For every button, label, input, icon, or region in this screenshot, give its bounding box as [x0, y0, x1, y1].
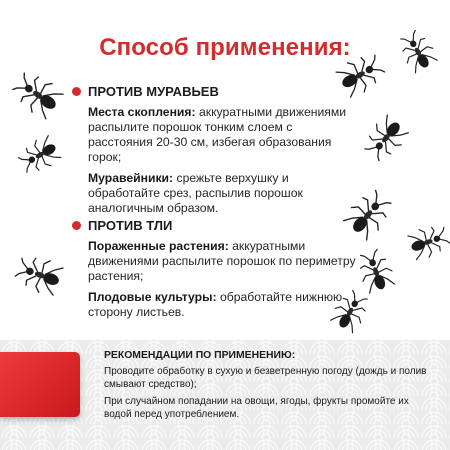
recommendation-line: Проводите обработку в сухую и безветренную погоду (дождь и полив смывают средство); [104, 366, 427, 390]
accent-red-block [0, 352, 80, 417]
ant-icon [9, 67, 65, 121]
ant-icon [354, 247, 396, 294]
instruction-label: Пораженные растения: [88, 239, 229, 253]
ant-icon [360, 113, 411, 165]
instruction-item [88, 239, 360, 284]
ant-icon [15, 134, 62, 178]
section-aphids [88, 218, 360, 320]
instruction-label: Места скопления: [88, 105, 196, 119]
instruction-label: Муравейники: [88, 171, 174, 185]
section-heading-label: ПРОТИВ ТЛИ [88, 218, 173, 233]
section-heading-label: ПРОТИВ МУРАВЬЕВ [88, 84, 219, 99]
bullet-dot-icon [72, 87, 81, 96]
recommendations-title: РЕКОМЕНДАЦИИ ПО ПРИМЕНЕНИЮ: [104, 350, 296, 361]
recommendations [104, 350, 434, 421]
instruction-item [88, 290, 360, 320]
instruction-label: Плодовые культуры: [88, 290, 217, 304]
recommendation-line: При случайном попадании на овощи, ягоды, фрукты промойте их водой перед употреблением. [104, 396, 409, 420]
instruction-item [88, 171, 360, 216]
section-heading [88, 218, 360, 233]
page-title: Способ применения: [99, 34, 351, 61]
instruction-text: аккуратными движениями распылите порошок тонким слоем с расстояния 20-30 см, избегая образования горок; [88, 105, 347, 164]
section-ants [88, 84, 360, 216]
ant-icon [13, 251, 65, 297]
instruction-text: обработайте нижнюю сторону листьев. [88, 290, 343, 319]
instruction-item [88, 105, 360, 165]
section-heading [88, 84, 360, 99]
instruction-text: срежьте верхушку и обработайте срез, распылив порошок аналогичным образом. [88, 171, 303, 215]
ant-icon [407, 221, 450, 261]
instruction-text: аккуратными движениями распылите порошок по периметру растения; [88, 239, 356, 283]
bullet-dot-icon [72, 221, 81, 230]
